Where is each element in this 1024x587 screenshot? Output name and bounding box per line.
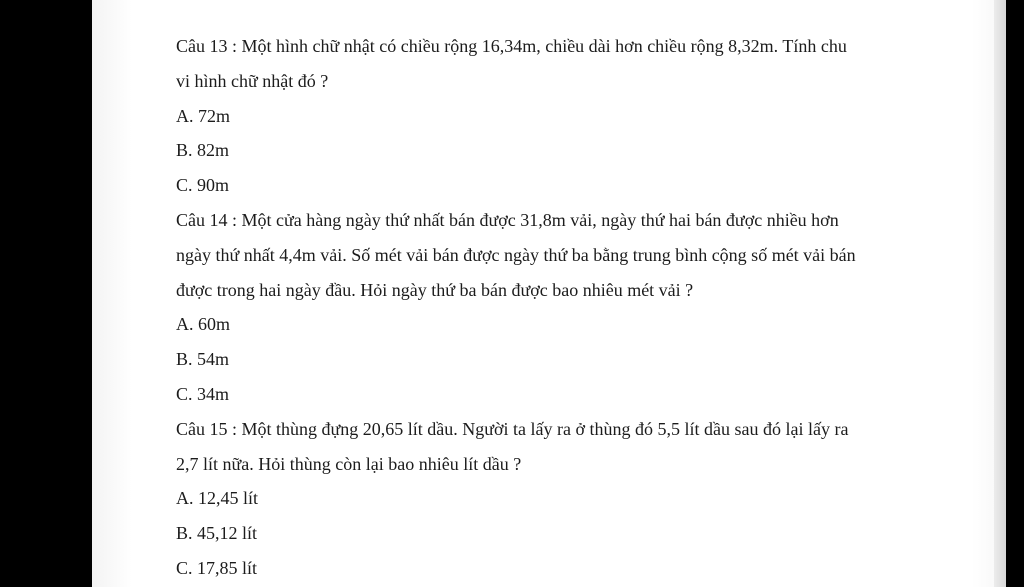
left-dark-margin xyxy=(0,0,92,587)
question-text-line: Câu 13 : Một hình chữ nhật có chiều rộng 16,34m, chiều dài hơn chiều rộng 8,32m. Tính chu xyxy=(176,36,847,56)
right-dark-margin xyxy=(1006,0,1024,587)
question-text-line: Câu 14 : Một cửa hàng ngày thứ nhất bán được 31,8m vải, ngày thứ hai bán được nhiều hơn xyxy=(176,209,839,230)
answer-option-b: B. 54m xyxy=(176,349,230,370)
answer-option-c: C. 17,85 lít xyxy=(176,557,258,578)
question-14 xyxy=(176,205,946,414)
question-text-line: Câu 15 : Một thùng đựng 20,65 lít dầu. Người ta lấy ra ở thùng đó 5,5 lít dầu sau đó lại lấy ra xyxy=(176,418,849,439)
answer-option-a: A. 12,45 lít xyxy=(176,488,259,509)
question-13 xyxy=(176,31,946,205)
answer-option-c: C. 90m xyxy=(176,175,230,196)
question-text-line: được trong hai ngày đầu. Hỏi ngày thứ ba bán được bao nhiêu mét vải ? xyxy=(176,279,694,300)
answer-option-a: A. 72m xyxy=(176,105,230,126)
question-text-line: ngày thứ nhất 4,4m vải. Số mét vải bán được ngày thứ ba bằng trung bình cộng số mét vải bán xyxy=(176,244,856,265)
answer-option-a: A. 60m xyxy=(176,314,230,335)
answer-option-c: C. 34m xyxy=(176,383,230,404)
page-edge-shadow xyxy=(994,0,1006,587)
question-text-line: 2,7 lít nữa. Hỏi thùng còn lại bao nhiêu lít dầu ? xyxy=(176,453,522,474)
question-15 xyxy=(176,414,946,587)
answer-option-b: B. 82m xyxy=(176,140,230,161)
question-list xyxy=(176,31,946,587)
question-text-line: vi hình chữ nhật đó ? xyxy=(176,70,329,91)
answer-option-b: B. 45,12 lít xyxy=(176,523,258,544)
document-page xyxy=(92,0,1006,587)
